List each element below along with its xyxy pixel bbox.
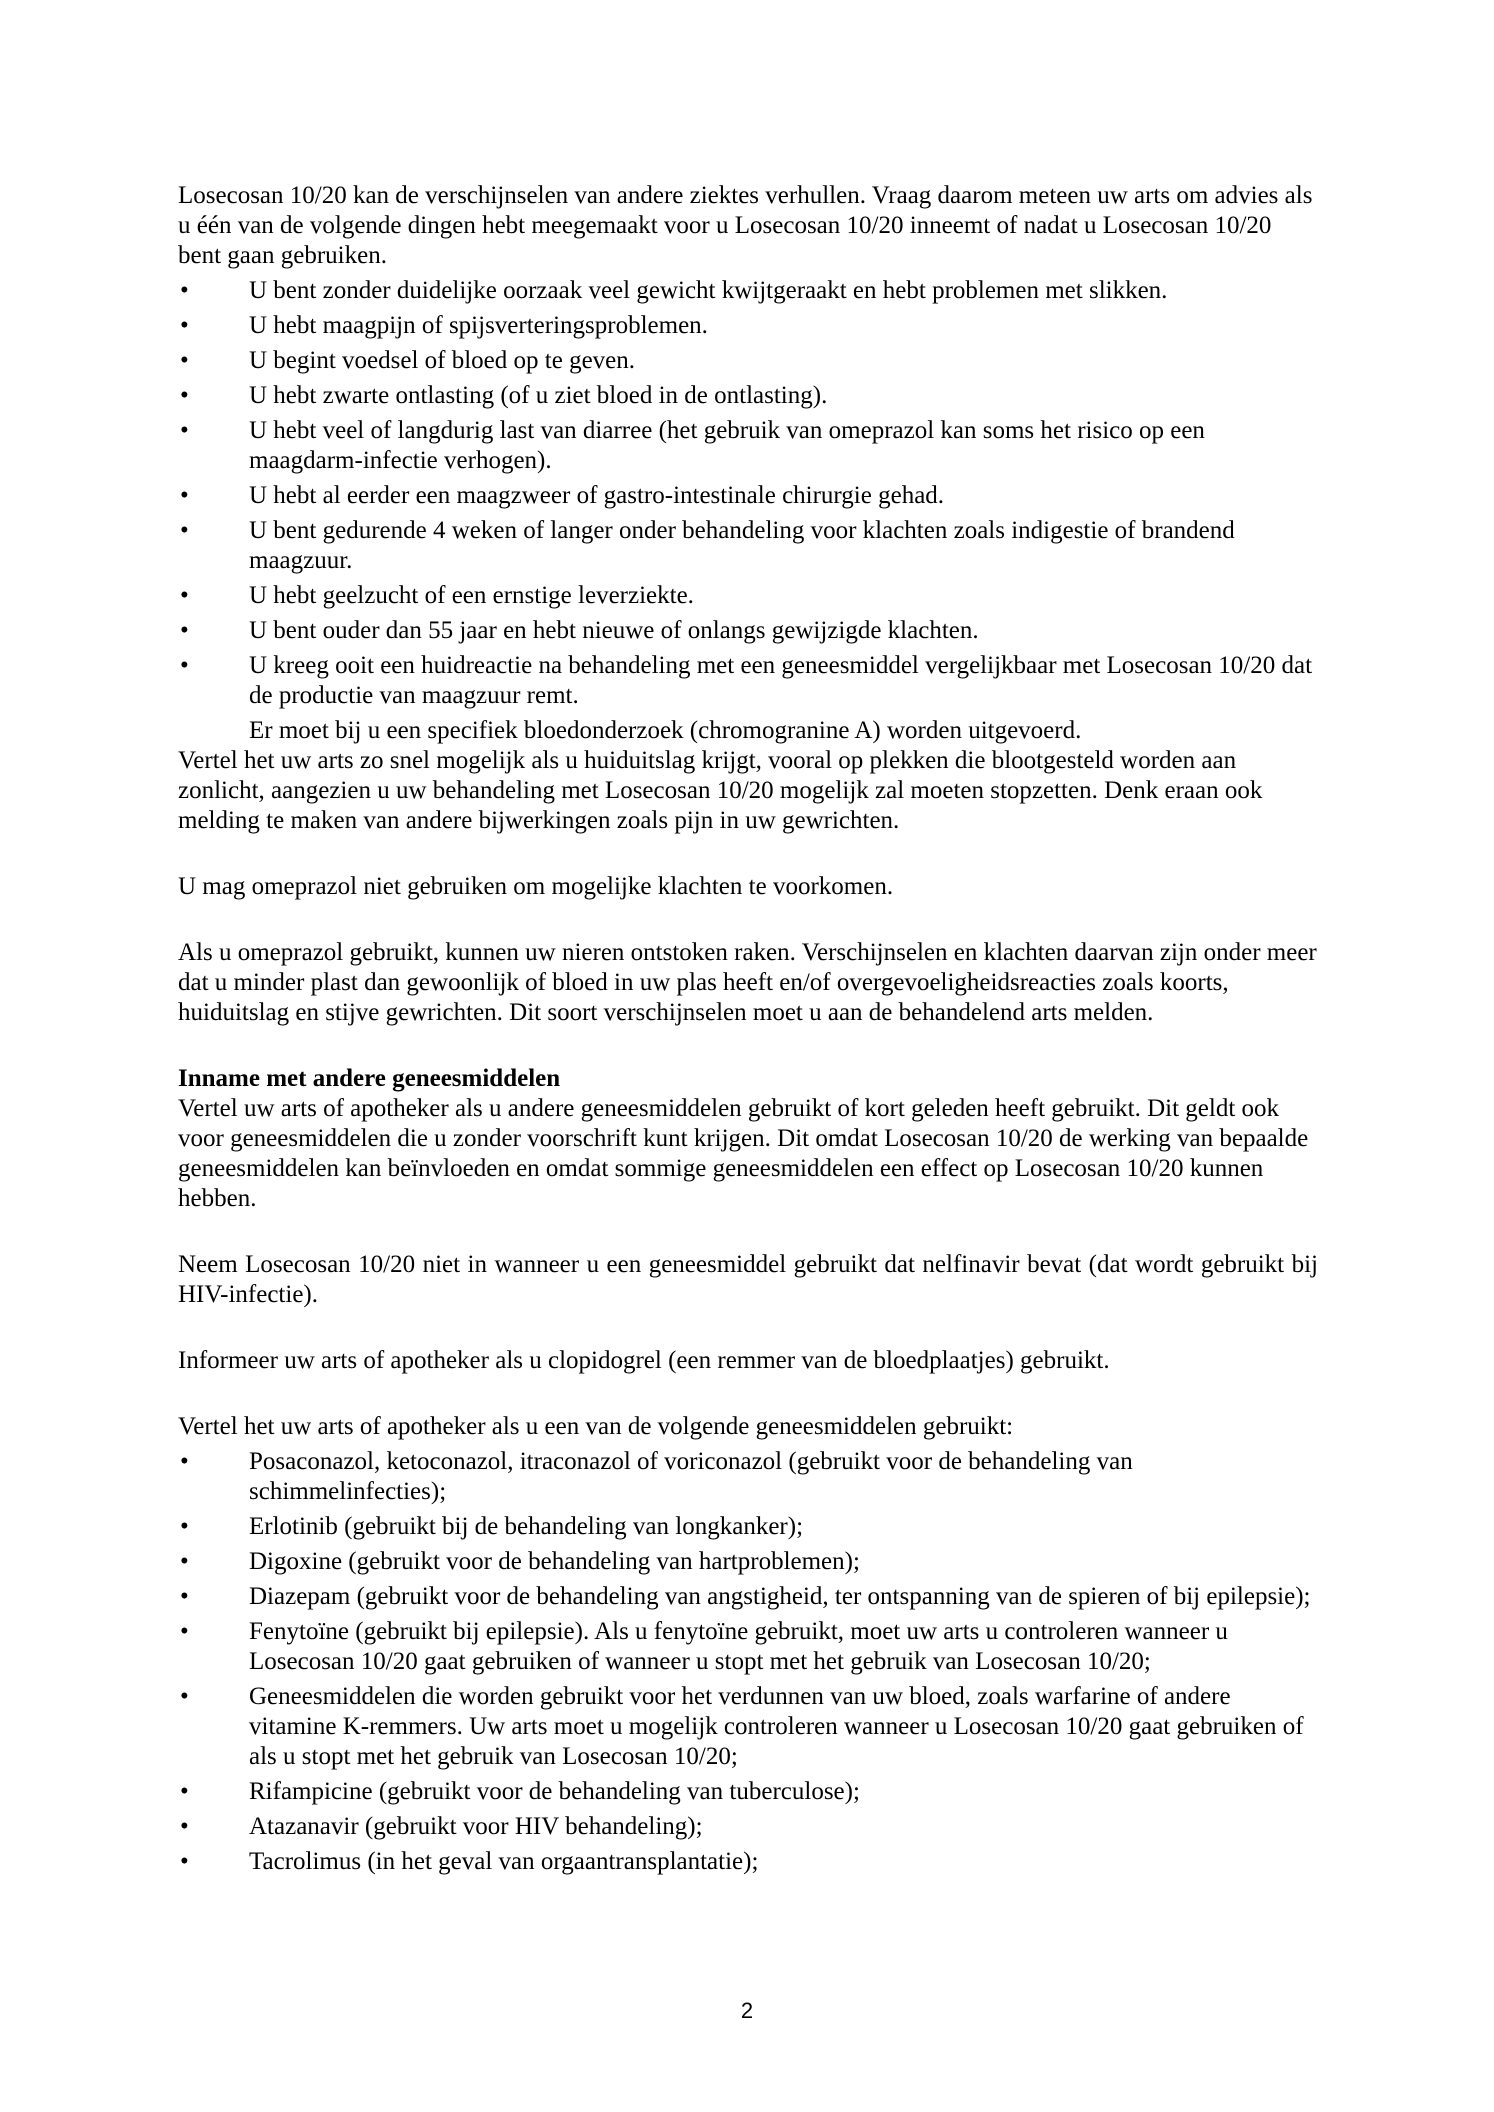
bullet-item: • U hebt zwarte ontlasting (of u ziet bloed in de ontlasting). <box>178 381 1318 411</box>
paragraph-medicines-list-intro: Vertel het uw arts of apotheker als u een van de volgende geneesmiddelen gebruikt: <box>178 1413 1014 1440</box>
bullet-item: • U hebt al eerder een maagzweer of gastro-intestinale chirurgie gehad. <box>178 481 1318 511</box>
intro-paragraph: Losecosan 10/20 kan de verschijnselen van andere ziektes verhullen. Vraag daarom meteen uw arts om advies als u één van de volgende dingen hebt meegemaakt voor u Losecosan 10/20 inneemt of nadat u Losecosan 10/20 bent gaan gebruiken. <box>178 182 1313 269</box>
bullet-item: • U hebt maagpijn of spijsverteringsproblemen. <box>178 311 1318 341</box>
bullet-item: • Digoxine (gebruikt voor de behandeling van hartproblemen); <box>178 1547 1318 1577</box>
paragraph-kidney-inflammation: Als u omeprazol gebruikt, kunnen uw nieren ontstoken raken. Verschijnselen en klachten daarvan zijn onder meer dat u minder plast dan gewoonlijk of bloed in uw plas heeft en/of overgevoeligheidsreacties zoals koorts, huiduitslag en stijve gewrichten. Dit soort verschijnselen moet u aan de behandelend arts melden. <box>178 939 1317 1026</box>
bullet-item: • Posaconazol, ketoconazol, itraconazol of voriconazol (gebruikt voor de behandeling van schimmelinfecties); <box>178 1447 1318 1507</box>
paragraph-nelfinavir: Neem Losecosan 10/20 niet in wanneer u een geneesmiddel gebruikt dat nelfinavir bevat (dat wordt gebruikt bij HIV-infectie). <box>178 1251 1318 1308</box>
bullet-item: • U kreeg ooit een huidreactie na behandeling met een geneesmiddel vergelijkbaar met Losecosan 10/20 dat de productie van maagzuur remt. <box>178 651 1318 711</box>
bullet-item: • U hebt veel of langdurig last van diarree (het gebruik van omeprazol kan soms het risico op een maagdarm-infectie verhogen). <box>178 416 1318 476</box>
bullet-item: • U bent zonder duidelijke oorzaak veel gewicht kwijtgeraakt en hebt problemen met slikken. <box>178 276 1318 306</box>
paragraph-skin-rash: Vertel het uw arts zo snel mogelijk als u huiduitslag krijgt, vooral op plekken die blootgesteld worden aan zonlicht, aangezien u uw behandeling met Losecosan 10/20 mogelijk zal moeten stopzetten. Denk eraan ook melding te maken van andere bijwerkingen zoals pijn in uw gewrichten. <box>178 747 1263 834</box>
bullet-item: • U begint voedsel of bloed op te geven. <box>178 346 1318 376</box>
bullet-item: • U bent gedurende 4 weken of langer onder behandeling voor klachten zoals indigestie of brandend maagzuur. <box>178 516 1318 576</box>
page-body <box>178 181 1318 1877</box>
paragraph-tell-doctor: Vertel uw arts of apotheker als u andere geneesmiddelen gebruikt of kort geleden heeft gebruikt. Dit geldt ook voor geneesmiddelen die u zonder voorschrift kunt krijgen. Dit omdat Losecosan 10/20 de werking van bepaalde geneesmiddelen kan beïnvloeden en omdat sommige geneesmiddelen een effect op Losecosan 10/20 kunnen hebben. <box>178 1095 1309 1212</box>
bullet-item: • Tacrolimus (in het geval van orgaantransplantatie); <box>178 1847 1318 1877</box>
bullet-item: • Atazanavir (gebruikt voor HIV behandeling); <box>178 1812 1318 1842</box>
bullet-item: • U hebt geelzucht of een ernstige leverziekte. <box>178 581 1318 611</box>
warning-signs-bullet-list <box>178 276 1318 711</box>
bullet-item: • Rifampicine (gebruikt voor de behandeling van tuberculose); <box>178 1777 1318 1807</box>
bullet-item: • Diazepam (gebruikt voor de behandeling van angstigheid, ter ontspanning van de spieren of bij epilepsie); <box>178 1582 1318 1612</box>
paragraph-clopidogrel: Informeer uw arts of apotheker als u clopidogrel (een remmer van de bloedplaatjes) gebruikt. <box>178 1347 1110 1374</box>
bullet-item: • Geneesmiddelen die worden gebruikt voor het verdunnen van uw bloed, zoals warfarine of andere vitamine K-remmers. Uw arts moet u mogelijk controleren wanneer u Losecosan 10/20 gaat gebruiken of als u stopt met het gebruik van Losecosan 10/20; <box>178 1682 1318 1772</box>
section-heading-other-medicines: Inname met andere geneesmiddelen <box>178 1065 561 1092</box>
medicines-bullet-list <box>178 1447 1318 1877</box>
bullet-item: • Erlotinib (gebruikt bij de behandeling van longkanker); <box>178 1512 1318 1542</box>
bullet-item: • Fenytoïne (gebruikt bij epilepsie). Als u fenytoïne gebruikt, moet uw arts u controleren wanneer u Losecosan 10/20 gaat gebruiken of wanneer u stopt met het gebruik van Losecosan 10/20; <box>178 1617 1318 1677</box>
page-number: 2 <box>740 1998 754 2023</box>
paragraph-no-preventive-use: U mag omeprazol niet gebruiken om mogelijke klachten te voorkomen. <box>178 873 894 900</box>
bullet-item: • U bent ouder dan 55 jaar en hebt nieuwe of onlangs gewijzigde klachten. <box>178 616 1318 646</box>
indented-note: Er moet bij u een specifiek bloedonderzoek (chromogranine A) worden uitgevoerd. <box>249 717 1082 744</box>
